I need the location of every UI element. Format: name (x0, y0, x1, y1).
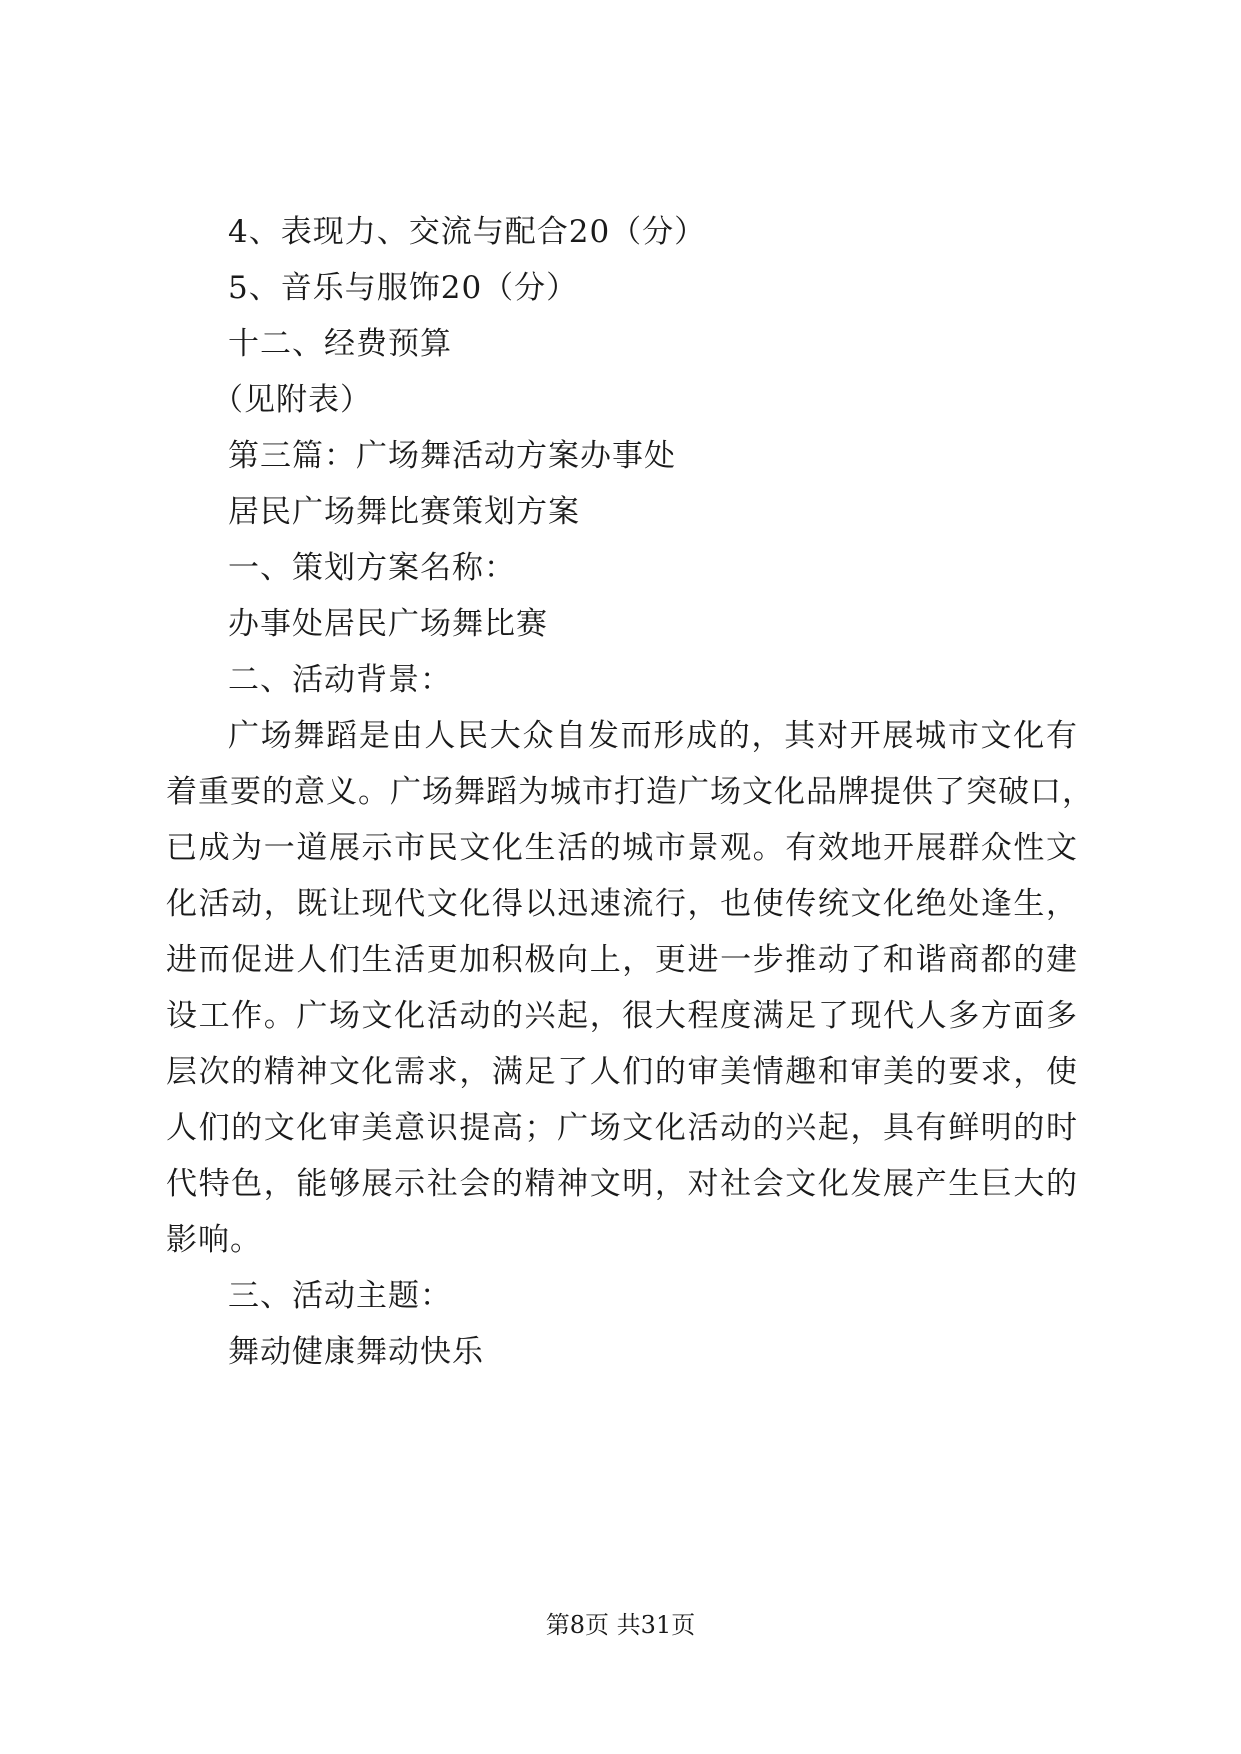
background-paragraph-line: 人们的文化审美意识提高；广场文化活动的兴起，具有鲜明的时 (166, 1110, 1078, 1146)
section-heading-theme: 三、活动主题： (228, 1278, 452, 1314)
scoring-item-4: 4、表现力、交流与配合20（分） (228, 214, 707, 250)
background-paragraph-line: 着重要的意义。广场舞蹈为城市打造广场文化品牌提供了突破口， (166, 774, 1094, 810)
background-paragraph-line: 化活动，既让现代文化得以迅速流行，也使传统文化绝处逢生， (166, 886, 1078, 922)
background-paragraph-line: 层次的精神文化需求，满足了人们的审美情趣和审美的要求，使 (166, 1054, 1078, 1090)
background-paragraph-line: 已成为一道展示市民文化生活的城市景观。有效地开展群众性文 (166, 830, 1078, 866)
background-paragraph-line: 进而促进人们生活更加积极向上，更进一步推动了和谐商都的建 (166, 942, 1078, 978)
scoring-item-5: 5、音乐与服饰20（分） (228, 270, 579, 306)
background-paragraph-line: 广场舞蹈是由人民大众自发而形成的，其对开展城市文化有 (228, 718, 1078, 754)
background-paragraph-line: 影响。 (166, 1222, 262, 1258)
section-heading-background: 二、活动背景： (228, 662, 452, 698)
chapter-title: 第三篇：广场舞活动方案办事处 (228, 438, 676, 474)
theme-text: 舞动健康舞动快乐 (228, 1334, 484, 1370)
page-number-footer: 第8页 共31页 (545, 1611, 696, 1639)
section-heading-plan-name: 一、策划方案名称： (228, 550, 516, 586)
background-paragraph-line: 代特色，能够展示社会的精神文明，对社会文化发展产生巨大的 (166, 1166, 1078, 1202)
see-attachment-note: （见附表） (212, 382, 372, 418)
plan-title: 居民广场舞比赛策划方案 (228, 494, 580, 530)
background-paragraph-line: 设工作。广场文化活动的兴起，很大程度满足了现代人多方面多 (166, 998, 1078, 1034)
section-heading-budget: 十二、经费预算 (228, 326, 452, 362)
plan-name-text: 办事处居民广场舞比赛 (228, 606, 548, 642)
